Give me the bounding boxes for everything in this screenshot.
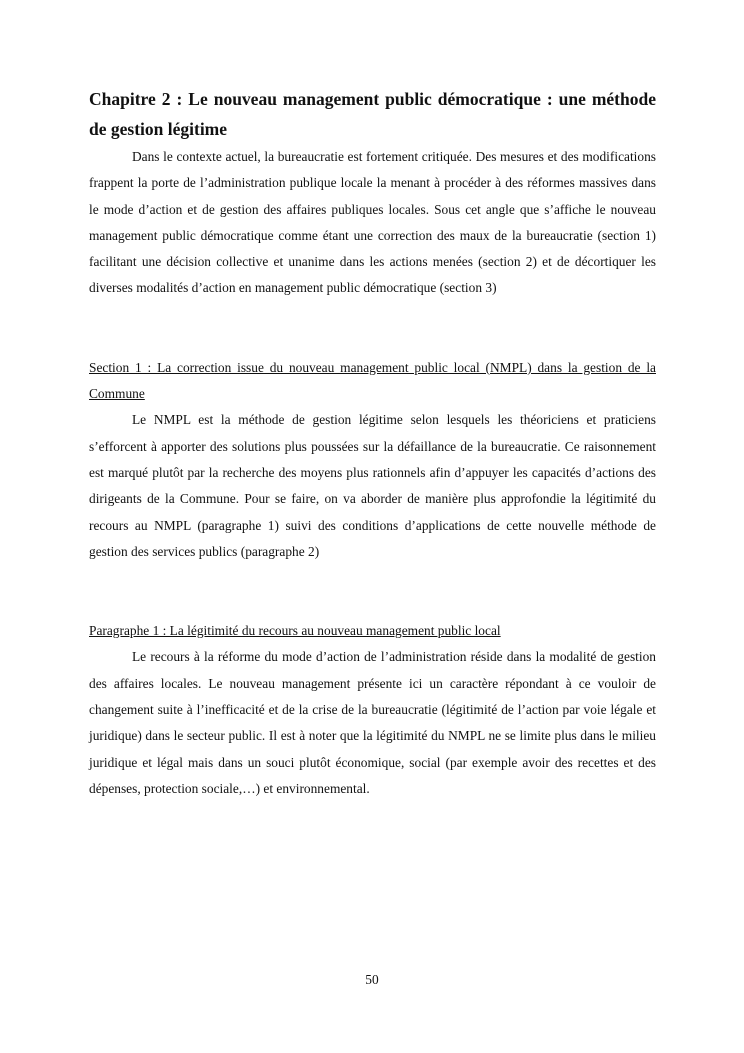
spacer [89, 302, 656, 355]
document-page [89, 84, 656, 802]
chapter-intro-paragraph: Dans le contexte actuel, la bureaucratie est fortement critiquée. Des mesures et des modifications frappent la porte de l’administration publique locale la menant à procéder à des réformes massives dans le mode d’action et de gestion des affaires publiques locales. Sous cet angle que s’affiche le nouveau management public démocratique comme étant une correction des maux de la bureaucratie (section 1) facilitant une décision collective et unanime dans les actions menées (section 2) et de décortiquer les diverses modalités d’action en management public démocratique (section 3) [89, 149, 656, 296]
spacer [89, 565, 656, 618]
section-1-heading: Section 1 : La correction issue du nouveau management public local (NMPL) dans la gestion de la Commune [89, 359, 656, 402]
chapter-title: Chapitre 2 : Le nouveau management public démocratique : une méthode de gestion légitime [89, 89, 656, 139]
page-number: 50 [365, 972, 379, 987]
section-1-paragraph: Le NMPL est la méthode de gestion légitime selon lesquels les théoriciens et praticiens s’efforcent à apporter des solutions plus poussées sur la défaillance de la bureaucratie. Ce raisonnement est marqué plutôt par la recherche des moyens plus rationnels afin d’appuyer les capacités d’actions des dirigeants de la Commune. Pour se faire, on va aborder de manière plus approfondie la légitimité du recours au NMPL (paragraphe 1) suivi des conditions d’applications de cette nouvelle méthode de gestion des services publics (paragraphe 2) [89, 412, 656, 559]
paragraph-1-body: Le recours à la réforme du mode d’action de l’administration réside dans la modalité de gestion des affaires locales. Le nouveau management présente ici un caractère répondant à ce vouloir de changement suite à l’inefficacité et de la crise de la bureaucratie (légitimité de l’action par voie légale et juridique) dans le secteur public. Il est à noter que la légitimité du NMPL ne se limite plus dans le milieu juridique et légal mais dans un souci plutôt économique, social (par exemple avoir des recettes et des dépenses, protection sociale,…) et environnemental. [89, 649, 656, 796]
paragraph-1-heading: Paragraphe 1 : La légitimité du recours au nouveau management public local [89, 623, 501, 639]
